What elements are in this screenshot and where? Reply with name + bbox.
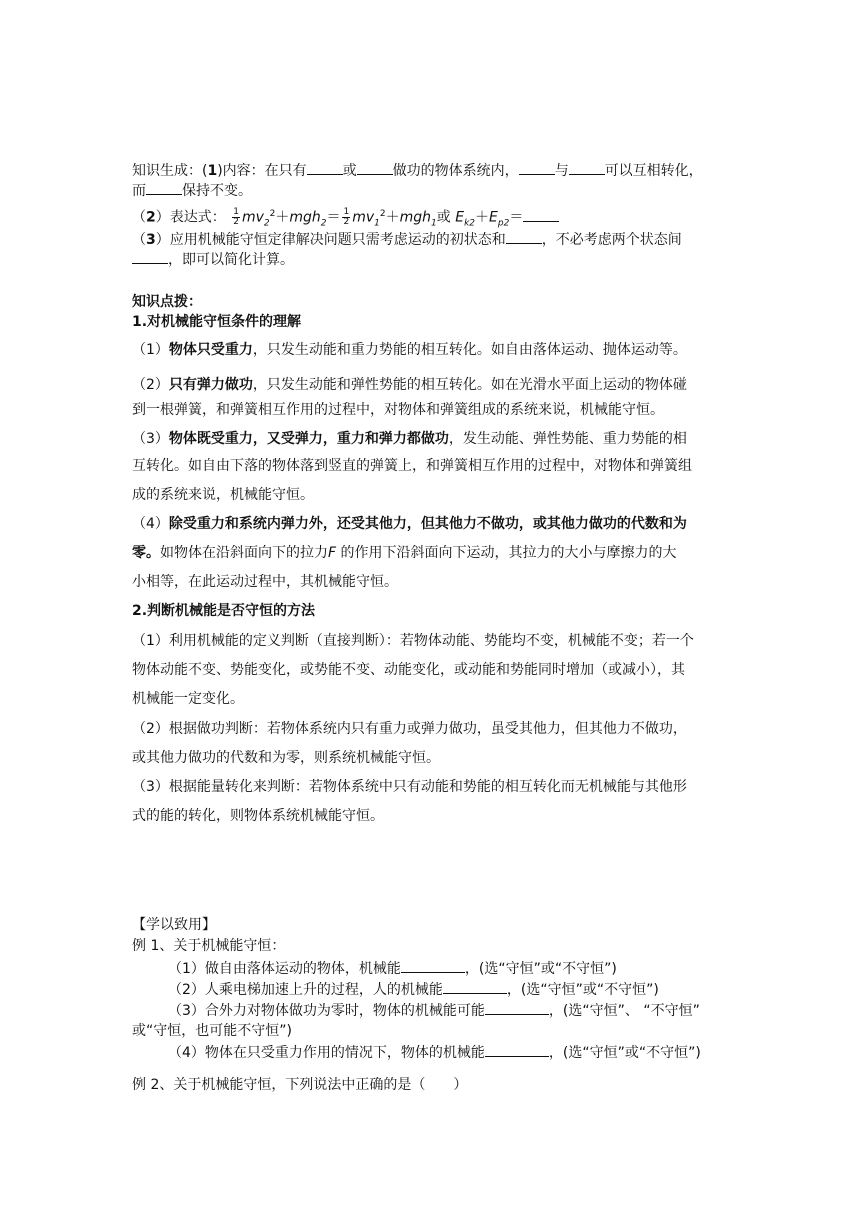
tip-4-line-2 <box>132 543 677 563</box>
text: 除受重力和系统内弹力外，还受其他力，但其他力不做功，或其他力做功的代数和为 <box>168 516 687 532</box>
text: mv <box>352 209 375 226</box>
tip-3-line-1 <box>132 429 687 449</box>
example-1-title: 例 1、关于机械能守恒： <box>132 938 286 954</box>
method-3-line-1: （3）根据能量转化来判断：若物体系统中只有动能和势能的相互转化而无机械能与其他形 <box>132 779 687 795</box>
text: ＋ <box>275 209 290 226</box>
tip-3-line-3: 成的系统来说，机械能守恒。 <box>132 487 314 503</box>
method-2-line-2: 或其他力做功的代数和为零，则系统机械能守恒。 <box>132 750 440 766</box>
text: F <box>328 545 337 561</box>
text: ，(选“守恒”或“不守恒”) <box>464 961 617 977</box>
text: mgh <box>289 209 321 226</box>
answer-blank[interactable] <box>485 1000 549 1015</box>
method-1-line-2: 物体动能不变、势能变化，或势能不变、动能变化，或动能和势能同时增加（或减小），其 <box>132 662 685 678</box>
text: p2 <box>497 218 510 229</box>
answer-blank[interactable] <box>443 979 507 994</box>
method-3-line-2: 式的能的转化，则物体系统机械能守恒。 <box>132 808 384 824</box>
method-1-line-1: （1）利用机械能的定义判断（直接判断）：若物体动能、势能均不变，机械能不变；若一个 <box>132 633 694 649</box>
text: ）表达式： <box>155 209 226 226</box>
text: 1 <box>343 207 350 218</box>
fill-blank[interactable] <box>132 249 168 264</box>
text: k2 <box>464 218 476 229</box>
fraction-half <box>342 208 350 227</box>
question-3 <box>168 1000 700 1021</box>
example-2-title: 例 2、关于机械能守恒，下列说法中正确的是（ ） <box>132 1077 468 1093</box>
fill-blank[interactable] <box>357 160 393 175</box>
text: 与 <box>554 163 569 179</box>
text: （1） <box>132 342 169 358</box>
text: 或 <box>342 163 357 179</box>
text: （3） <box>132 431 169 447</box>
gen-line-2 <box>132 180 252 201</box>
text: 1 <box>431 218 437 229</box>
text: 2 <box>233 217 239 228</box>
text: ）应用机械能守恒定律解决问题只需考虑运动的初状态和 <box>155 232 506 248</box>
text: 保持不变。 <box>182 183 252 199</box>
text: （1）做自由落体运动的物体，机械能 <box>168 961 401 977</box>
text: mv <box>241 209 264 226</box>
gen-line-1 <box>132 160 703 181</box>
text: 3 <box>146 232 156 248</box>
text: 零。 <box>132 545 160 561</box>
text: 1 <box>374 218 380 229</box>
method-2-line-1: （2）根据做功判断：若物体系统内只有重力或弹力做功，虽受其他力，但其他力不做功， <box>132 721 687 737</box>
tip-1 <box>132 340 687 360</box>
text: （3）合外力对物体做功为零时，物体的机械能可能 <box>168 1003 485 1019</box>
fraction-half <box>232 208 240 227</box>
text: （4） <box>132 516 169 532</box>
fill-blank[interactable] <box>569 160 605 175</box>
text: 物体只受重力 <box>168 342 253 358</box>
text: ，只发生动能和弹性势能的相互转化。如在光滑水平面上运动的物体碰 <box>252 377 687 393</box>
text: ，(选“守恒”或“不守恒”) <box>506 982 659 998</box>
text: ，即可以简化计算。 <box>168 252 294 268</box>
answer-blank[interactable] <box>401 958 465 973</box>
text: E <box>489 209 498 226</box>
text: 知识生成：( <box>132 163 208 179</box>
text: ＋ <box>475 209 490 226</box>
text: ，只发生动能和重力势能的相互转化。如自由落体运动、抛体运动等。 <box>252 342 687 358</box>
text: ，不必考虑两个状态间 <box>541 232 682 248</box>
fill-blank[interactable] <box>307 160 343 175</box>
question-1 <box>168 958 617 979</box>
text: mgh <box>399 209 432 226</box>
section-2-heading: 2.判断机械能是否守恒的方法 <box>132 603 316 619</box>
text: ＝ <box>326 209 341 226</box>
text: 2 <box>379 209 386 219</box>
fill-blank[interactable] <box>523 207 559 222</box>
text: 的作用下沿斜面向下运动，其拉力的大小与摩擦力的大 <box>336 545 677 561</box>
text: 做功的物体系统内， <box>392 163 519 179</box>
fill-blank[interactable] <box>519 160 555 175</box>
text: 2 <box>263 218 270 229</box>
text: ＋ <box>385 209 400 226</box>
tip-3-line-2: 互转化。如自由下落的物体落到竖直的弹簧上，和弹簧相互作用的过程中，对物体和弹簧组 <box>132 458 692 474</box>
text: （2）人乘电梯加速上升的过程，人的机械能 <box>168 982 443 998</box>
text: （ <box>132 232 146 248</box>
text: （4）物体在只受重力作用的情况下，物体的机械能 <box>168 1045 485 1061</box>
question-3-cont: 或“守恒，也可能不守恒”) <box>132 1023 292 1039</box>
text: （ <box>132 209 146 226</box>
text: 或 <box>436 209 451 226</box>
text: 而 <box>132 183 146 199</box>
text: 2 <box>343 217 350 228</box>
text: 可以互相转化， <box>604 163 703 179</box>
fill-blank[interactable] <box>506 229 542 244</box>
text: ＝ <box>509 209 524 226</box>
text: ，(选“守恒”、 “不守恒” <box>548 1003 700 1019</box>
text: 只有弹力做功 <box>168 377 253 393</box>
method-1-line-3: 机械能一定变化。 <box>132 691 244 707</box>
fill-blank[interactable] <box>146 180 182 195</box>
text: 1 <box>207 163 218 179</box>
tip-2-line-1 <box>132 375 687 395</box>
question-2 <box>168 979 659 1000</box>
tips-heading: 知识点拨： <box>132 294 202 310</box>
text: （2） <box>132 377 169 393</box>
tip-4-line-3: 小相等，在此运动过程中，其机械能守恒。 <box>132 574 398 590</box>
text: )内容：在只有 <box>217 163 307 179</box>
section-1-heading: 1.对机械能守恒条件的理解 <box>132 314 302 330</box>
tip-4-line-1 <box>132 514 687 534</box>
gen-line-4 <box>132 229 682 250</box>
text: E <box>455 209 465 226</box>
text: 2 <box>146 209 156 226</box>
question-4 <box>168 1042 701 1063</box>
answer-blank[interactable] <box>485 1042 549 1057</box>
text: 物体既受重力，又受弹力，重力和弹力都做功 <box>168 431 449 447</box>
tip-2-line-2: 到一根弹簧，和弹簧相互作用的过程中，对物体和弹簧组成的系统来说，机械能守恒。 <box>132 402 664 418</box>
text: ，发生动能、弹性势能、重力势能的相 <box>448 431 687 447</box>
text: ，(选“守恒”或“不守恒”) <box>548 1045 701 1061</box>
text: 2 <box>320 218 327 229</box>
text: 如物体在沿斜面向下的拉力 <box>160 545 328 561</box>
text: 2 <box>269 209 276 219</box>
text: 1 <box>233 207 239 218</box>
gen-line-5 <box>132 249 294 270</box>
apply-heading: 【学以致用】 <box>132 917 216 933</box>
